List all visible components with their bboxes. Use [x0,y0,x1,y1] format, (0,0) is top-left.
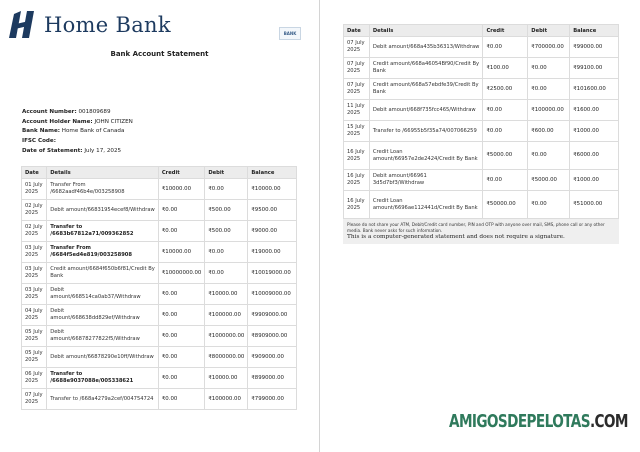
transactions-table-page-1 [21,166,297,410]
header-debit: Debit [528,25,570,37]
watermark [449,412,628,432]
ifsc-line: IFSC Code: [22,138,56,145]
statement-date-line: Date of Statement: July 17, 2025 [22,147,122,154]
bank-name-logo-text: Home Bank [44,13,171,37]
table-header-row [344,25,619,37]
transactions-table-page-2 [343,24,619,219]
table-row: 07 July 2025 Transfer to /668a4279a2cef/004754724 ₹0.00 ₹100000.00 ₹799000.00 [22,389,297,410]
account-info [22,108,133,157]
header-date: Date [344,25,370,37]
table-row: 05 July 2025 Debit amount/66878277822f5/Withdraw ₹0.00 ₹1000000.00 ₹8909000.00 [22,326,297,347]
security-warning: Please do not share your ATM, Debit/Credit card number, PIN and OTP with anyone over mail, SMS, phone call or any other media. Bank never asks for such information. [347,222,605,233]
bank-logo [8,10,171,40]
table-row: 01 July 2025 Transfer From /6682aadf46b4e/003258908 ₹10000.00 ₹0.00 ₹10000.00 [22,179,297,200]
table-row: 07 July 2025 Credit amount/668a46054Bf90/Credit By Bank ₹100.00 ₹0.00 ₹99100.00 [344,58,619,79]
bank-name-line: Bank Name: Home Bank of Canada [22,128,125,135]
header-date: Date [22,167,47,179]
watermark-tld: .COM [589,412,628,432]
header-debit: Debit [205,167,248,179]
table-header-row [22,167,297,179]
account-number-line: Account Number: 001809689 [22,109,111,115]
table-row: 16 July 2025 Credit Loan amount/6696ae112441d/Credit By Bank ₹50000.00 ₹0.00 ₹51000.00 [344,191,619,219]
table-row: 16 July 2025 Debit amount/66961 3d5d7bf3/Withdraw ₹0.00 ₹5000.00 ₹1000.00 [344,170,619,191]
statement-footer [343,219,619,244]
table-row: 04 July 2025 Debit amount/668638dd829ef/Withdraw ₹0.00 ₹100000.00 ₹9909000.00 [22,305,297,326]
table-row: 07 July 2025 Credit amount/668a57ebdfe39/Credit By Bank ₹2500.00 ₹0.00 ₹101600.00 [344,79,619,100]
header-balance: Balance [570,25,619,37]
header-credit: Credit [158,167,204,179]
table-row: 03 July 2025 Transfer From /6684f5ed4e819/003258908 ₹10000.00 ₹0.00 ₹19000.00 [22,242,297,263]
account-holder-line: Account Holder Name: JOHN CITIZEN [22,118,133,125]
bank-name: Home Bank of Canada [61,128,125,135]
statement-page-1 [0,0,319,452]
watermark-site-name: AMIGOSDEPELOTAS [449,412,590,432]
table-row: 15 July 2025 Transfer to /66955b5f35a74/007066259 ₹0.00 ₹600.00 ₹1000.00 [344,121,619,142]
table-row: 02 July 2025 Debit amount/66831954ecef8/Withdraw ₹0.00 ₹500.00 ₹9500.00 [22,200,297,221]
home-bank-logo-icon [8,10,38,40]
header-credit: Credit [483,25,528,37]
table-row: 02 July 2025 Transfer to /6683b67812a71/009362852 ₹0.00 ₹500.00 ₹9000.00 [22,221,297,242]
statement-date: July 17, 2025 [84,147,122,154]
header-balance: Balance [248,167,297,179]
bank-badge-icon: BANK [279,27,301,40]
account-holder: JOHN CITIZEN [94,118,133,125]
table-row: 07 July 2025 Debit amount/668a435b36313/Withdraw ₹0.00 ₹700000.00 ₹99000.00 [344,37,619,58]
table-row: 11 July 2025 Debit amount/668f735fcc465/Withdraw ₹0.00 ₹100000.00 ₹1600.00 [344,100,619,121]
header-details: Details [369,25,483,37]
table-row: 03 July 2025 Debit amount/668514ca0ab37/Withdraw ₹0.00 ₹10000.00 ₹10009000.00 [22,284,297,305]
computer-generated-note: This is a computer-generated statement and does not require a signature. [347,234,565,240]
table-row: 05 July 2025 Debit amount/66878290e10ff/Withdraw ₹0.00 ₹8000000.00 ₹909000.00 [22,347,297,368]
table-row: 03 July 2025 Credit amount/6684f650b6f81/Credit By Bank ₹10000000.00 ₹0.00 ₹10019000.00 [22,263,297,284]
table-row: 06 July 2025 Transfer to /6688e9037088e/005338621 ₹0.00 ₹10000.00 ₹899000.00 [22,368,297,389]
table-row: 16 July 2025 Credit Loan amount/66957e2de2424/Credit By Bank ₹5000.00 ₹0.00 ₹6000.00 [344,142,619,170]
account-number: 001809689 [78,109,111,115]
statement-title: Bank Account Statement [110,50,209,58]
header-details: Details [47,167,159,179]
